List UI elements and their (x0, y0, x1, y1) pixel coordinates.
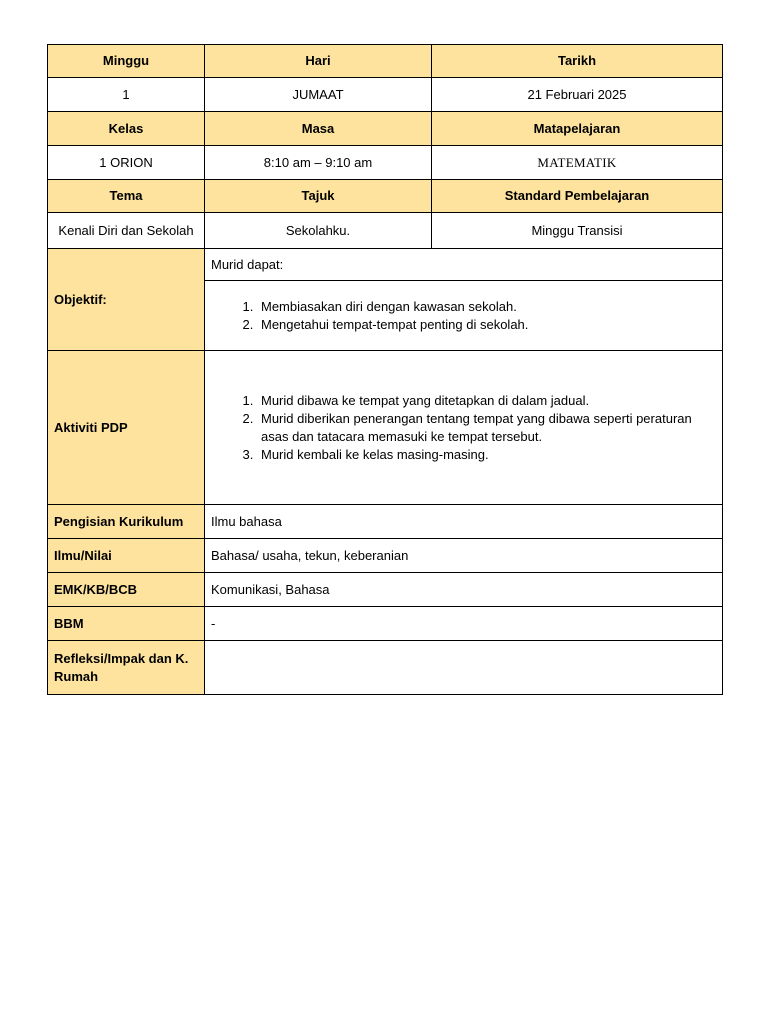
header-kelas: Kelas (48, 112, 205, 146)
ilmu-row (48, 539, 723, 573)
value-hari: JUMAAT (205, 78, 432, 112)
header-row-2 (48, 112, 723, 146)
bbm-row (48, 607, 723, 641)
bbm-value: - (205, 607, 723, 641)
header-hari: Hari (205, 45, 432, 78)
header-tajuk: Tajuk (205, 180, 432, 213)
lesson-plan-table (47, 44, 723, 695)
aktiviti-item: 3. Murid kembali ke kelas masing-masing. (257, 446, 716, 464)
value-minggu: 1 (48, 78, 205, 112)
value-tarikh: 21 Februari 2025 (432, 78, 723, 112)
aktiviti-row (48, 351, 723, 505)
header-matapelajaran: Matapelajaran (432, 112, 723, 146)
aktiviti-list-cell (205, 351, 723, 505)
aktiviti-item: 1. Murid dibawa ke tempat yang ditetapkan di dalam jadual. (257, 392, 716, 410)
value-tema: Kenali Diri dan Sekolah (48, 213, 205, 249)
header-standard-pembelajaran: Standard Pembelajaran (432, 180, 723, 213)
ilmu-value: Bahasa/ usaha, tekun, keberanian (205, 539, 723, 573)
emk-label: EMK/KB/BCB (48, 573, 205, 607)
aktiviti-list (211, 392, 716, 464)
value-row-1 (48, 78, 723, 112)
value-tajuk: Sekolahku. (205, 213, 432, 249)
refleksi-label: Refleksi/Impak dan K. Rumah (48, 641, 205, 695)
objektif-list-cell (205, 281, 723, 351)
value-row-3 (48, 213, 723, 249)
objektif-item: 2. Mengetahui tempat-tempat penting di sekolah. (257, 316, 716, 334)
pengisian-value: Ilmu bahasa (205, 505, 723, 539)
header-masa: Masa (205, 112, 432, 146)
emk-row (48, 573, 723, 607)
objektif-intro-row (48, 249, 723, 281)
refleksi-value (205, 641, 723, 695)
emk-value: Komunikasi, Bahasa (205, 573, 723, 607)
value-matapelajaran: MATEMATIK (432, 146, 723, 180)
header-tema: Tema (48, 180, 205, 213)
pengisian-label: Pengisian Kurikulum (48, 505, 205, 539)
ilmu-label: Ilmu/Nilai (48, 539, 205, 573)
header-row-3 (48, 180, 723, 213)
value-kelas: 1 ORION (48, 146, 205, 180)
refleksi-row (48, 641, 723, 695)
bbm-label: BBM (48, 607, 205, 641)
objektif-item: 1. Membiasakan diri dengan kawasan sekolah. (257, 298, 716, 316)
objektif-list (211, 298, 716, 334)
objektif-intro: Murid dapat: (205, 249, 723, 281)
header-row-1 (48, 45, 723, 78)
aktiviti-label: Aktiviti PDP (48, 351, 205, 505)
value-masa: 8:10 am – 9:10 am (205, 146, 432, 180)
value-row-2 (48, 146, 723, 180)
objektif-label: Objektif: (48, 249, 205, 351)
pengisian-row (48, 505, 723, 539)
aktiviti-item: 2. Murid diberikan penerangan tentang tempat yang dibawa seperti peraturan asas dan tatacara memasuki ke tempat tersebut. (257, 410, 716, 446)
header-tarikh: Tarikh (432, 45, 723, 78)
value-standard-pembelajaran: Minggu Transisi (432, 213, 723, 249)
header-minggu: Minggu (48, 45, 205, 78)
